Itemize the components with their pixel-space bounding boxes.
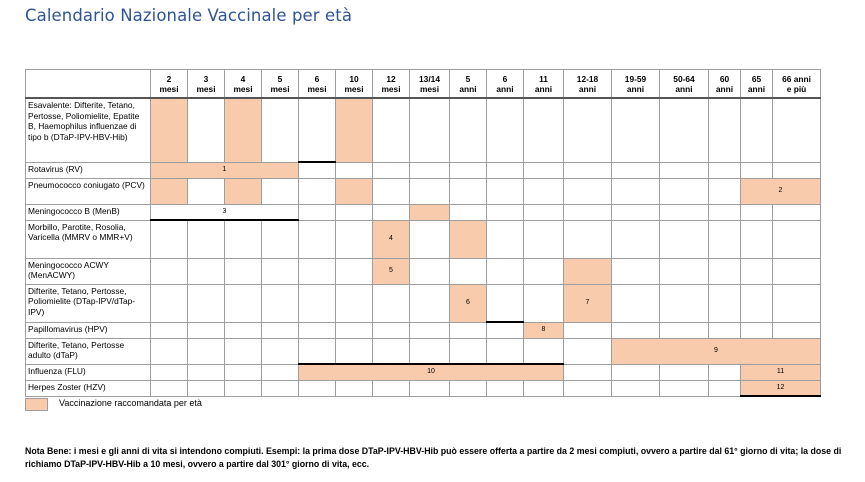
empty-cell [151, 204, 299, 220]
empty-cell [564, 380, 612, 396]
recommended-cell [741, 380, 821, 396]
column-header-unit: mesi [419, 83, 440, 94]
vaccine-name: Meningococco B (MenB) [26, 204, 151, 220]
recommended-cell [225, 98, 262, 162]
empty-cell [450, 258, 487, 284]
column-header-age: 13/14 [419, 73, 440, 84]
empty-cell [564, 204, 612, 220]
column-header-age: 66 anni [782, 73, 811, 84]
empty-cell [188, 322, 225, 338]
empty-cell [524, 162, 564, 178]
empty-cell [299, 284, 336, 322]
vaccine-name: Difterite, Tetano, Pertosse adulto (dTaP) [26, 338, 151, 364]
empty-cell [709, 322, 741, 338]
footnote-marker: 4 [389, 235, 393, 242]
empty-cell [336, 322, 373, 338]
recommended-cell [151, 162, 299, 178]
recommended-cell [373, 258, 410, 284]
vaccine-name: Meningococco ACWY (MenACWY) [26, 258, 151, 284]
empty-cell [660, 204, 709, 220]
column-header [225, 70, 262, 99]
empty-cell [151, 284, 188, 322]
empty-cell [151, 258, 188, 284]
footnote-marker: 6 [466, 299, 470, 306]
column-header-unit: anni [747, 83, 766, 94]
empty-cell [450, 380, 487, 396]
empty-cell [151, 322, 188, 338]
empty-cell [524, 204, 564, 220]
empty-cell [773, 284, 821, 322]
vaccine-name: Influenza (FLU) [26, 364, 151, 380]
recommended-cell [741, 364, 821, 380]
recommended-cell [524, 322, 564, 338]
table-row [26, 338, 821, 364]
empty-cell [564, 338, 612, 364]
empty-cell [410, 380, 450, 396]
footnote-marker: 11 [776, 368, 785, 375]
empty-cell [225, 322, 262, 338]
empty-cell [410, 322, 450, 338]
column-header-age: 12-18 [576, 73, 599, 84]
column-header-age: 3 [203, 73, 209, 84]
empty-cell [225, 380, 262, 396]
column-header-unit: anni [675, 83, 693, 94]
vaccine-name: Herpes Zoster (HZV) [26, 380, 151, 396]
empty-cell [450, 162, 487, 178]
empty-cell [612, 220, 660, 258]
empty-cell [450, 204, 487, 220]
empty-cell [450, 178, 487, 204]
legend-label: Vaccinazione raccomandata per età [59, 398, 202, 408]
empty-cell [524, 284, 564, 322]
empty-cell [709, 98, 741, 162]
column-header [373, 70, 410, 99]
empty-cell [612, 162, 660, 178]
empty-cell [225, 364, 262, 380]
empty-cell [188, 284, 225, 322]
column-header-unit: mesi [381, 83, 401, 94]
empty-cell [188, 364, 225, 380]
empty-cell [188, 220, 225, 258]
footnote-marker: 9 [714, 347, 718, 354]
empty-cell [564, 178, 612, 204]
empty-cell [373, 162, 410, 178]
empty-cell [487, 338, 524, 364]
empty-cell [612, 98, 660, 162]
empty-cell [188, 338, 225, 364]
recommended-cell [450, 284, 487, 322]
column-header-unit: mesi [233, 83, 253, 94]
empty-cell [188, 178, 225, 204]
empty-cell [151, 380, 188, 396]
empty-cell [773, 204, 821, 220]
column-header [660, 70, 709, 99]
column-header-unit: anni [534, 83, 553, 94]
vaccine-name: Difterite, Tetano, Pertosse, Poliomielite (DTap-IPV/dTap-IPV) [26, 284, 151, 322]
empty-cell [225, 258, 262, 284]
empty-cell [660, 220, 709, 258]
empty-cell [188, 98, 225, 162]
table-row [26, 284, 821, 322]
empty-cell [262, 380, 299, 396]
empty-cell [709, 220, 741, 258]
empty-cell [336, 284, 373, 322]
empty-cell [299, 98, 336, 162]
empty-cell [262, 220, 299, 258]
column-header [709, 70, 741, 99]
empty-cell [299, 380, 336, 396]
column-header-age: 5 [277, 73, 283, 84]
empty-cell [487, 380, 524, 396]
empty-cell [151, 338, 188, 364]
recommended-cell [612, 338, 821, 364]
column-header-age: 6 [314, 73, 320, 84]
footnote-marker: 5 [389, 267, 393, 274]
empty-cell [299, 258, 336, 284]
empty-cell [524, 98, 564, 162]
empty-cell [373, 204, 410, 220]
empty-cell [487, 258, 524, 284]
column-header-age: 4 [240, 73, 246, 84]
footnote-marker: 7 [585, 299, 590, 306]
empty-cell [741, 204, 773, 220]
table-row [26, 162, 821, 178]
empty-cell [299, 322, 336, 338]
column-header [151, 70, 188, 99]
empty-cell [299, 338, 336, 364]
empty-cell [741, 322, 773, 338]
table-row [26, 258, 821, 284]
vaccination-schedule-table [25, 69, 821, 397]
empty-cell [373, 284, 410, 322]
footnote-marker: 12 [776, 383, 785, 391]
empty-cell [373, 98, 410, 162]
empty-cell [564, 322, 612, 338]
empty-cell [225, 284, 262, 322]
empty-cell [660, 258, 709, 284]
empty-cell [188, 380, 225, 396]
empty-cell [410, 284, 450, 322]
empty-cell [773, 162, 821, 178]
empty-cell [336, 204, 373, 220]
column-header-age: 19-59 [624, 73, 647, 84]
table-row [26, 322, 821, 338]
column-header [410, 70, 450, 99]
empty-cell [299, 162, 336, 178]
empty-cell [188, 258, 225, 284]
column-header-unit: mesi [270, 83, 290, 94]
empty-cell [487, 162, 524, 178]
empty-cell [612, 380, 660, 396]
vaccine-name: Pneumococco coniugato (PCV) [26, 178, 151, 204]
column-header-unit: mesi [196, 83, 216, 94]
empty-cell [373, 178, 410, 204]
empty-cell [773, 220, 821, 258]
footnote-marker: 8 [541, 326, 546, 333]
empty-cell [660, 284, 709, 322]
empty-cell [660, 178, 709, 204]
empty-cell [336, 220, 373, 258]
empty-cell [487, 220, 524, 258]
column-header [612, 70, 660, 99]
table-row [26, 364, 821, 380]
column-header-age: 2 [166, 73, 172, 84]
column-header-age: 60 [719, 73, 730, 84]
column-header [262, 70, 299, 99]
empty-cell [373, 338, 410, 364]
empty-cell [773, 98, 821, 162]
column-header-unit: mesi [159, 83, 179, 94]
table-row [26, 98, 821, 162]
empty-cell [660, 98, 709, 162]
column-header-age: 11 [539, 73, 548, 84]
empty-cell [564, 220, 612, 258]
empty-cell [660, 380, 709, 396]
footnote-marker: 1 [222, 166, 227, 173]
empty-cell [741, 284, 773, 322]
empty-cell [660, 322, 709, 338]
recommended-cell [151, 178, 188, 204]
empty-cell [262, 178, 299, 204]
recommended-cell [299, 364, 564, 380]
footnote-marker: 10 [427, 368, 435, 376]
recommended-cell [410, 204, 450, 220]
empty-cell [336, 162, 373, 178]
empty-cell [262, 338, 299, 364]
table-row [26, 204, 821, 220]
recommended-cell [564, 284, 612, 322]
empty-cell [709, 162, 741, 178]
empty-cell [487, 178, 524, 204]
empty-cell [151, 220, 188, 258]
empty-cell [225, 338, 262, 364]
empty-cell [410, 220, 450, 258]
empty-cell [487, 204, 524, 220]
column-header-age: 6 [502, 73, 508, 84]
vaccine-name: Morbillo, Parotite, Rosolia, Varicella (MMRV o MMR+V) [26, 220, 151, 258]
column-header [336, 70, 373, 99]
empty-cell [373, 322, 410, 338]
column-header [773, 70, 821, 99]
empty-cell [709, 204, 741, 220]
empty-cell [336, 380, 373, 396]
column-header-age: 50-64 [673, 73, 695, 84]
table-row [26, 220, 821, 258]
recommended-cell [336, 178, 373, 204]
empty-cell [487, 322, 524, 338]
empty-cell [151, 364, 188, 380]
page-title: Calendario Nazionale Vaccinale per età [25, 6, 353, 25]
column-header [299, 70, 336, 99]
recommended-cell [373, 220, 410, 258]
column-header [487, 70, 524, 99]
empty-cell [612, 258, 660, 284]
empty-cell [741, 162, 773, 178]
recommended-cell [336, 98, 373, 162]
empty-cell [612, 204, 660, 220]
recommended-cell [450, 220, 487, 258]
empty-cell [741, 258, 773, 284]
empty-cell [524, 178, 564, 204]
empty-cell [709, 284, 741, 322]
empty-cell [741, 98, 773, 162]
empty-cell [564, 98, 612, 162]
empty-cell [773, 322, 821, 338]
empty-cell [336, 258, 373, 284]
column-header [524, 70, 564, 99]
empty-cell [660, 162, 709, 178]
header-row [26, 70, 821, 99]
vaccine-name: Papillomavirus (HPV) [26, 322, 151, 338]
column-header [188, 70, 225, 99]
empty-cell [299, 178, 336, 204]
column-header-unit: anni [626, 83, 645, 94]
column-header-unit: anni [578, 83, 597, 94]
empty-cell [225, 220, 262, 258]
column-header-unit: anni [715, 83, 734, 94]
empty-cell [564, 364, 612, 380]
empty-cell [262, 364, 299, 380]
legend-swatch [25, 398, 48, 411]
column-header [564, 70, 612, 99]
empty-cell [487, 98, 524, 162]
header-corner-cell [26, 70, 151, 99]
empty-cell [336, 338, 373, 364]
recommended-cell [741, 178, 821, 204]
empty-cell [612, 284, 660, 322]
empty-cell [262, 284, 299, 322]
column-header-age: 5 [465, 73, 471, 84]
empty-cell [299, 204, 336, 220]
empty-cell [773, 258, 821, 284]
empty-cell [262, 322, 299, 338]
empty-cell [410, 162, 450, 178]
empty-cell [612, 178, 660, 204]
recommended-cell [225, 178, 262, 204]
footnote-marker: 2 [778, 187, 783, 194]
table-row [26, 178, 821, 204]
empty-cell [524, 338, 564, 364]
empty-cell [612, 364, 660, 380]
empty-cell [487, 284, 524, 322]
empty-cell [524, 380, 564, 396]
footnote: Nota Bene: i mesi e gli anni di vita si intendono compiuti. Esempi: la prima dose DTaP-IPV-HBV-Hib può essere offerta a partire da 2 mesi compiuti, ovvero a partire dal 61° giorno di vita; la dose di richiamo DTaP-IPV-HBV-Hib a 10 mesi, ovvero a partire dal 301° giorno di vita, ecc. [25, 446, 842, 469]
column-header-unit: mesi [307, 83, 327, 94]
empty-cell [660, 364, 709, 380]
empty-cell [524, 220, 564, 258]
empty-cell [709, 364, 741, 380]
empty-cell [741, 220, 773, 258]
column-header-unit: mesi [344, 83, 364, 94]
recommended-cell [564, 258, 612, 284]
empty-cell [299, 220, 336, 258]
empty-cell [410, 338, 450, 364]
empty-cell [709, 380, 741, 396]
recommended-cell [151, 98, 188, 162]
column-header-unit: e più [786, 83, 807, 94]
empty-cell [709, 258, 741, 284]
empty-cell [612, 322, 660, 338]
column-header-age: 10 [349, 73, 359, 84]
empty-cell [262, 258, 299, 284]
empty-cell [524, 258, 564, 284]
column-header-age: 12 [386, 73, 396, 84]
vaccine-name: Esavalente: Difterite, Tetano, Pertosse, Poliomielite, Epatite B, Haemophilus influenzae di tipo b (DTaP-IPV-HBV-Hib) [26, 98, 151, 162]
column-header [741, 70, 773, 99]
empty-cell [450, 98, 487, 162]
empty-cell [373, 380, 410, 396]
empty-cell [450, 322, 487, 338]
empty-cell [709, 178, 741, 204]
vaccine-name: Rotavirus (RV) [26, 162, 151, 178]
column-header-unit: anni [496, 83, 514, 94]
column-header [450, 70, 487, 99]
empty-cell [450, 338, 487, 364]
empty-cell [262, 98, 299, 162]
column-header-age: 65 [751, 73, 762, 84]
empty-cell [410, 178, 450, 204]
empty-cell [564, 162, 612, 178]
column-header-unit: anni [459, 83, 477, 94]
footnote-marker: 3 [222, 207, 227, 215]
empty-cell [410, 98, 450, 162]
table-row [26, 380, 821, 396]
empty-cell [410, 258, 450, 284]
